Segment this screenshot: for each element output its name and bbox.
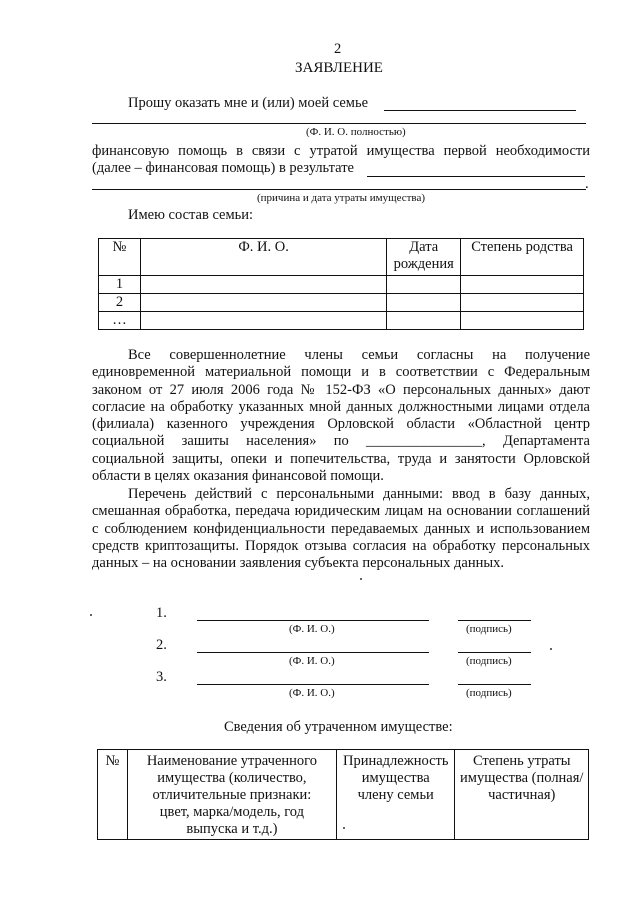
lost-col-owner: Принадлежность имущества члену семьи bbox=[336, 750, 455, 840]
scan-speck bbox=[343, 827, 345, 829]
family-cell[interactable] bbox=[461, 294, 584, 312]
family-col-fio: Ф. И. О. bbox=[140, 239, 386, 276]
family-row-num: 2 bbox=[99, 294, 141, 312]
fio-full-caption: (Ф. И. О. полностью) bbox=[306, 126, 406, 138]
signature-sign-line[interactable] bbox=[458, 620, 531, 621]
table-row bbox=[99, 312, 584, 330]
request-name-line bbox=[384, 110, 576, 111]
signature-fio-line[interactable] bbox=[197, 684, 429, 685]
lost-property-header bbox=[98, 750, 589, 840]
family-cell[interactable] bbox=[461, 312, 584, 330]
family-cell[interactable] bbox=[140, 312, 386, 330]
family-table bbox=[98, 238, 584, 330]
signature-sign-line[interactable] bbox=[458, 652, 531, 653]
scan-speck bbox=[90, 614, 92, 616]
reason-line-full bbox=[92, 189, 586, 190]
signature-num: 1. bbox=[156, 605, 167, 621]
lost-col-degree: Степень утраты имущества (полная/частичная) bbox=[455, 750, 589, 840]
family-col-num: № bbox=[99, 239, 141, 276]
family-cell[interactable] bbox=[140, 294, 386, 312]
family-cell[interactable] bbox=[387, 294, 461, 312]
signature-sign-line[interactable] bbox=[458, 684, 531, 685]
family-intro: Имею состав семьи: bbox=[128, 207, 254, 223]
scan-speck bbox=[360, 578, 362, 580]
table-row bbox=[99, 294, 584, 312]
page-number: 2 bbox=[334, 41, 342, 57]
request-line-1: Прошу оказать мне и (или) моей семье bbox=[128, 95, 369, 111]
signature-sign-caption: (подпись) bbox=[466, 687, 512, 699]
lost-property-title: Сведения об утраченном имуществе: bbox=[224, 719, 453, 735]
signature-sign-caption: (подпись) bbox=[466, 623, 512, 635]
family-row-num: 1 bbox=[99, 276, 141, 294]
reason-line bbox=[367, 176, 585, 177]
family-cell[interactable] bbox=[387, 312, 461, 330]
family-table-header bbox=[99, 239, 584, 276]
lost-col-name: Наименование утраченного имущества (количество, отличительные признаки: цвет, марка/модель, год выпуска и т.д.) bbox=[127, 750, 336, 840]
family-cell[interactable] bbox=[140, 276, 386, 294]
reason-end-mark: . bbox=[585, 176, 589, 192]
signature-fio-caption: (Ф. И. О.) bbox=[289, 687, 335, 699]
signature-fio-line[interactable] bbox=[197, 652, 429, 653]
signature-fio-line[interactable] bbox=[197, 620, 429, 621]
signature-fio-caption: (Ф. И. О.) bbox=[289, 655, 335, 667]
lost-col-num: № bbox=[98, 750, 128, 840]
family-cell[interactable] bbox=[461, 276, 584, 294]
document-title: ЗАЯВЛЕНИЕ bbox=[295, 60, 383, 76]
family-row-num: … bbox=[99, 312, 141, 330]
family-col-relation: Степень родства bbox=[461, 239, 584, 276]
request-line-3: (далее – финансовая помощь) в результате bbox=[92, 160, 354, 176]
request-name-line-full bbox=[92, 123, 586, 124]
signature-num: 2. bbox=[156, 637, 167, 653]
table-row bbox=[99, 276, 584, 294]
consent-paragraph-2: Перечень действий с персональными данными: ввод в базу данных, смешанная обработка, передача юридическим лицам на основании соглашений с соблюдением конфиденциальности передаваемых данных и использованием средств криптозащиты. Порядок отзыва согласия на обработку персональных данных – на основании заявления субъекта персональных данных. bbox=[92, 486, 590, 572]
family-col-birth: Дата рождения bbox=[387, 239, 461, 276]
signature-sign-caption: (подпись) bbox=[466, 655, 512, 667]
consent-paragraph-1: Все совершеннолетние члены семьи согласны на получение единовременной материальной помощи и в соответствии с Федеральным законом от 27 июля 2006 года № 152-ФЗ «О персональных данных» дают согласие на обработку указанных мной данных должностными лицами отдела (филиала) казенного учреждения Орловской области «Областной центр социальной зашиты населения» по ________________, Департамента социальной защиты, опеки и попечительства, труда и занятости Орловской области в целях оказания финансовой помощи. bbox=[92, 347, 590, 485]
signature-fio-caption: (Ф. И. О.) bbox=[289, 623, 335, 635]
reason-caption: (причина и дата утраты имущества) bbox=[257, 192, 426, 204]
request-line-2: финансовую помощь в связи с утратой имущества первой необходимости bbox=[92, 143, 590, 159]
scan-speck bbox=[550, 648, 552, 650]
signature-num: 3. bbox=[156, 669, 167, 685]
family-cell[interactable] bbox=[387, 276, 461, 294]
